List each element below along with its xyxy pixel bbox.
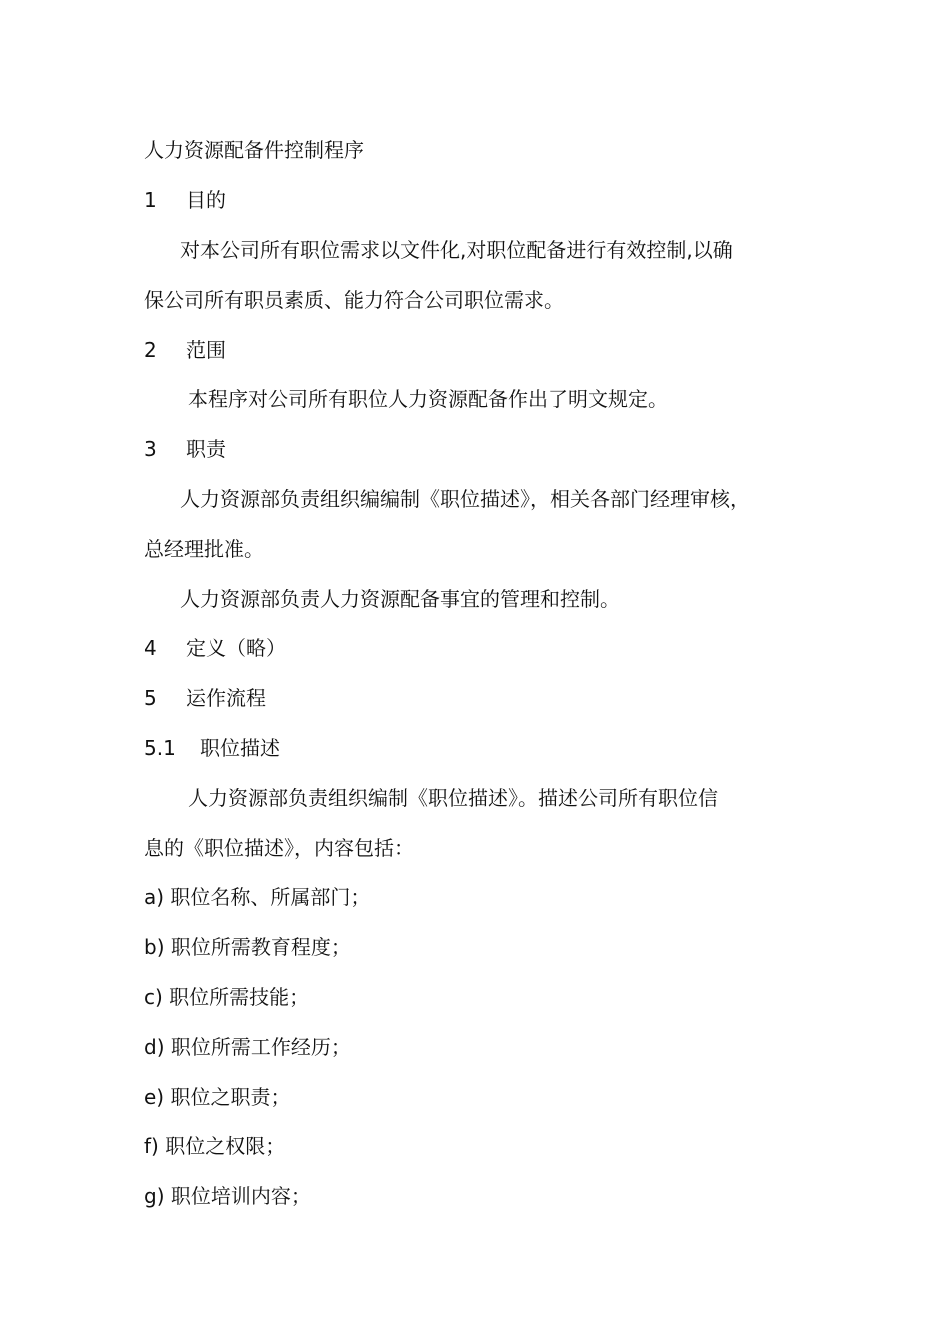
paragraph-duty-1-line-2: 总经理批准。 [144, 537, 264, 561]
paragraph-description-line-1: 人力资源部负责组织编制《职位描述》。描述公司所有职位信 [188, 786, 718, 810]
section-heading-definitions [144, 634, 286, 662]
list-item: e) 职位之职责； [144, 1085, 291, 1109]
subsection-heading-job-description [144, 734, 280, 762]
list-item: a) 职位名称、所属部门； [144, 885, 371, 909]
list-item: f) 职位之权限； [144, 1134, 286, 1158]
section-title: 范围 [186, 338, 226, 362]
section-number: 4 [144, 636, 157, 660]
section-number: 1 [144, 188, 157, 212]
paragraph-description-line-2: 息的《职位描述》，内容包括： [144, 836, 414, 860]
section-number: 5 [144, 686, 157, 710]
section-title: 定义（略） [186, 636, 286, 660]
section-title: 目的 [186, 188, 226, 212]
section-heading-scope [144, 336, 226, 364]
section-number: 2 [144, 338, 157, 362]
section-heading-duties [144, 435, 226, 463]
paragraph-purpose-line-1: 对本公司所有职位需求以文件化,对职位配备进行有效控制,以确 [180, 238, 733, 262]
section-heading-purpose [144, 186, 226, 214]
paragraph-purpose-line-2: 保公司所有职员素质、能力符合公司职位需求。 [144, 288, 564, 312]
list-item: d) 职位所需工作经历； [144, 1035, 351, 1059]
paragraph-scope: 本程序对公司所有职位人力资源配备作出了明文规定。 [188, 387, 668, 411]
section-heading-process [144, 684, 266, 712]
list-item: g) 职位培训内容； [144, 1184, 311, 1208]
section-number: 3 [144, 437, 157, 461]
list-item: b) 职位所需教育程度； [144, 935, 351, 959]
section-title: 职责 [186, 437, 226, 461]
paragraph-duty-2: 人力资源部负责人力资源配备事宜的管理和控制。 [180, 587, 620, 611]
document-title: 人力资源配备件控制程序 [144, 138, 364, 162]
section-title: 运作流程 [186, 686, 266, 710]
section-number: 5.1 [144, 736, 176, 760]
section-title: 职位描述 [200, 736, 280, 760]
paragraph-duty-1-line-1: 人力资源部负责组织编编制《职位描述》，相关各部门经理审核， [180, 487, 750, 511]
list-item: c) 职位所需技能； [144, 985, 310, 1009]
